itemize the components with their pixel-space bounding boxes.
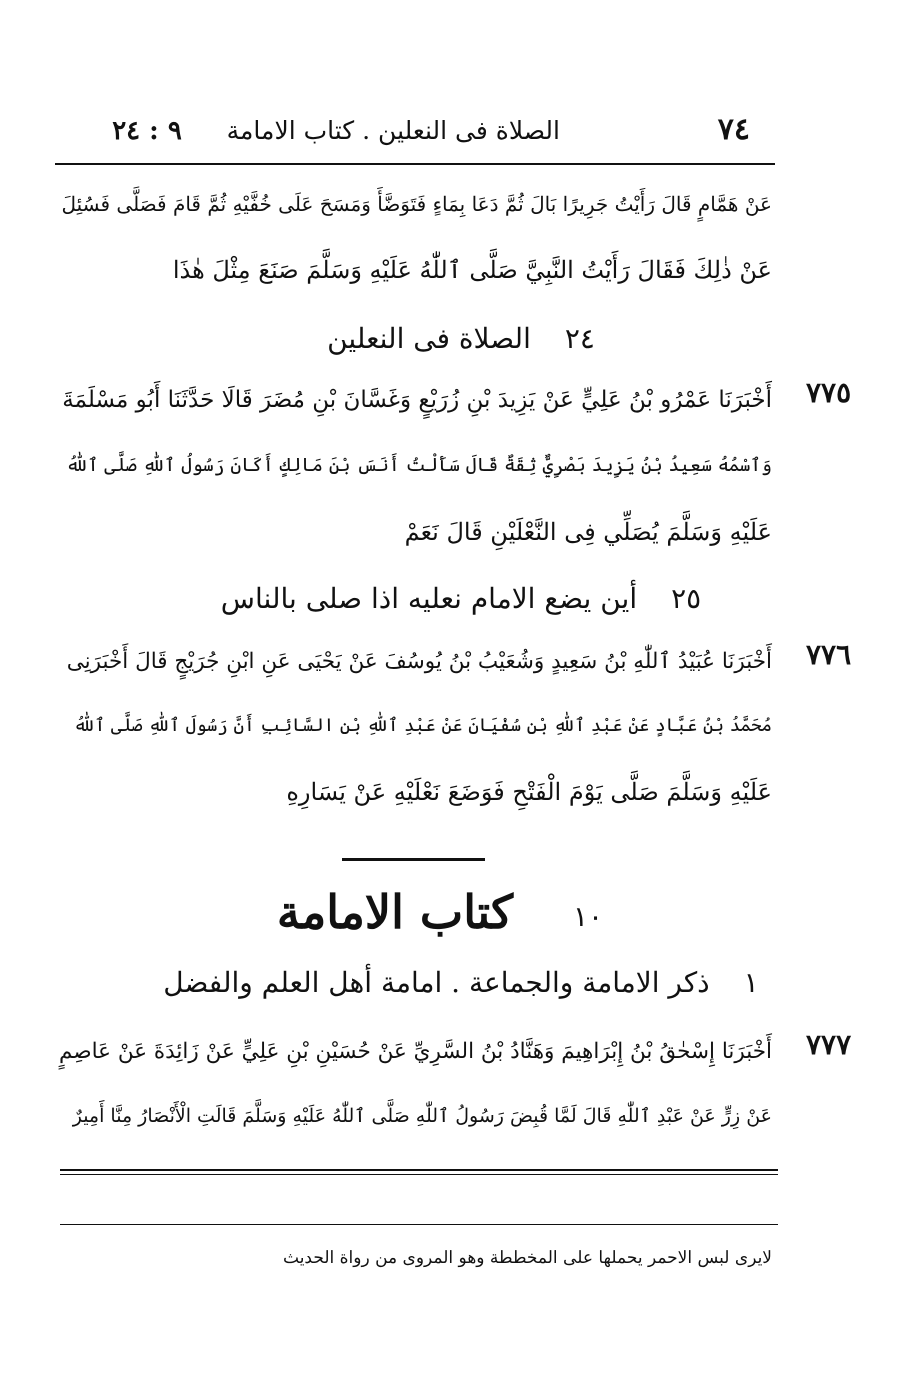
text-line: عَنْ هَمَّامٍ قَالَ رَأَيْتُ جَرِيرًا بَالَ ثُمَّ دَعَا بِمَاءٍ فَتَوَضَّأَ وَمَسَحَ عَلَى خُفَّيْهِ ثُمَّ قَامَ فَصَلَّى فَسُئِلَ <box>61 192 772 216</box>
hadith-number: ٧٧٥ <box>806 376 852 409</box>
text-line: أَخْبَرَنَا عُبَيْدُ ٱللّٰهِ بْنُ سَعِيدٍ وَشُعَيْبُ بْنُ يُوسُفَ عَنْ يَحْيَى عَنِ ابْنِ جُرَيْجٍ قَالَ أَخْبَرَنِى <box>66 649 772 674</box>
section-number: ٢٥ <box>671 582 702 615</box>
section-heading <box>150 322 772 355</box>
section-number: ٢٤ <box>564 322 595 355</box>
text-line: عَنْ ذٰلِكَ فَقَالَ رَأَيْتُ النَّبِيَّ صَلَّى ٱللّٰهُ عَلَيْهِ وَسَلَّمَ صَنَعَ مِثْلَ هٰذَا <box>172 256 772 284</box>
section-title: أين يضع الامام نعليه اذا صلى بالناس <box>220 582 638 615</box>
book-title: كتاب الامامة <box>276 885 513 939</box>
text-line: مُحَمَّدُ بْنُ عَبَّادٍ عَنْ عَبْدِ ٱللّٰهِ بْنِ سُفْيَانَ عَنْ عَبْدِ ٱللّٰهِ بْنِ السَّائِبِ أَنَّ رَسُولَ ٱللّٰهِ صَلَّى ٱللّٰهُ <box>73 715 772 736</box>
chapter-divider <box>342 858 485 861</box>
book-number: ١٠ <box>573 899 604 933</box>
text-line: أَخْبَرَنَا عَمْرُو بْنُ عَلِيٍّ عَنْ يَزِيدَ بْنِ زُرَيْعٍ وَغَسَّانَ بْنِ مُضَرَ قَالَا حَدَّثَنَا أَبُو مَسْلَمَةَ <box>62 387 772 413</box>
section-title: ذكر الامامة والجماعة . امامة أهل العلم والفضل <box>163 966 710 999</box>
footnote: لايرى لبس الاحمر يحملها على المخططة وهو المروى من رواة الحديث <box>283 1248 772 1268</box>
text-line: أَخْبَرَنَا إِسْحٰقُ بْنُ إِبْرَاهِيمَ وَهَنَّادُ بْنُ السَّرِيِّ عَنْ حُسَيْنِ بْنِ عَلِيٍّ عَنْ زَائِدَةَ عَنْ عَاصِمٍ <box>59 1039 772 1064</box>
section-heading <box>150 966 772 999</box>
text-line: عَلَيْهِ وَسَلَّمَ صَلَّى يَوْمَ الْفَتْحِ فَوَضَعَ نَعْلَيْهِ عَنْ يَسَارِهِ <box>286 778 772 806</box>
text-line: عَنْ زِرٍّ عَنْ عَبْدِ ٱللّٰهِ قَالَ لَمَّا قُبِضَ رَسُولُ ٱللّٰهِ صَلَّى ٱللّٰهُ عَلَيْهِ وَسَلَّمَ قَالَتِ الْأَنْصَارُ مِنَّا أَمِيرٌ <box>72 1105 772 1127</box>
hadith-number: ٧٧٦ <box>806 638 852 671</box>
section-title: الصلاة فى النعلين <box>327 322 531 355</box>
book-heading <box>200 885 680 939</box>
text-end-rule <box>60 1174 778 1175</box>
text-line: عَلَيْهِ وَسَلَّمَ يُصَلِّي فِى النَّعْلَيْنِ قَالَ نَعَمْ <box>404 518 772 546</box>
text-line: وَٱسْمُهُ سَعِيدُ بْنُ يَزِيدَ بَصْرِيٌّ ثِقَةٌ قَالَ سَأَلْتُ أَنَسَ بْنَ مَالِكٍ أَكَانَ رَسُولُ ٱللّٰهِ صَلَّى ٱللّٰهُ <box>65 455 772 476</box>
section-heading <box>150 582 772 615</box>
hadith-number: ٧٧٧ <box>806 1028 852 1061</box>
running-title: الصلاة فى النعلين . كتاب الامامة <box>226 116 560 145</box>
chapter-reference: ٩ : ٢٤ <box>112 116 182 146</box>
section-number: ١ <box>743 966 759 999</box>
header-rule <box>55 163 775 165</box>
text-end-rule <box>60 1169 778 1171</box>
page-number: ٧٤ <box>717 112 750 147</box>
footnote-rule <box>60 1224 778 1225</box>
